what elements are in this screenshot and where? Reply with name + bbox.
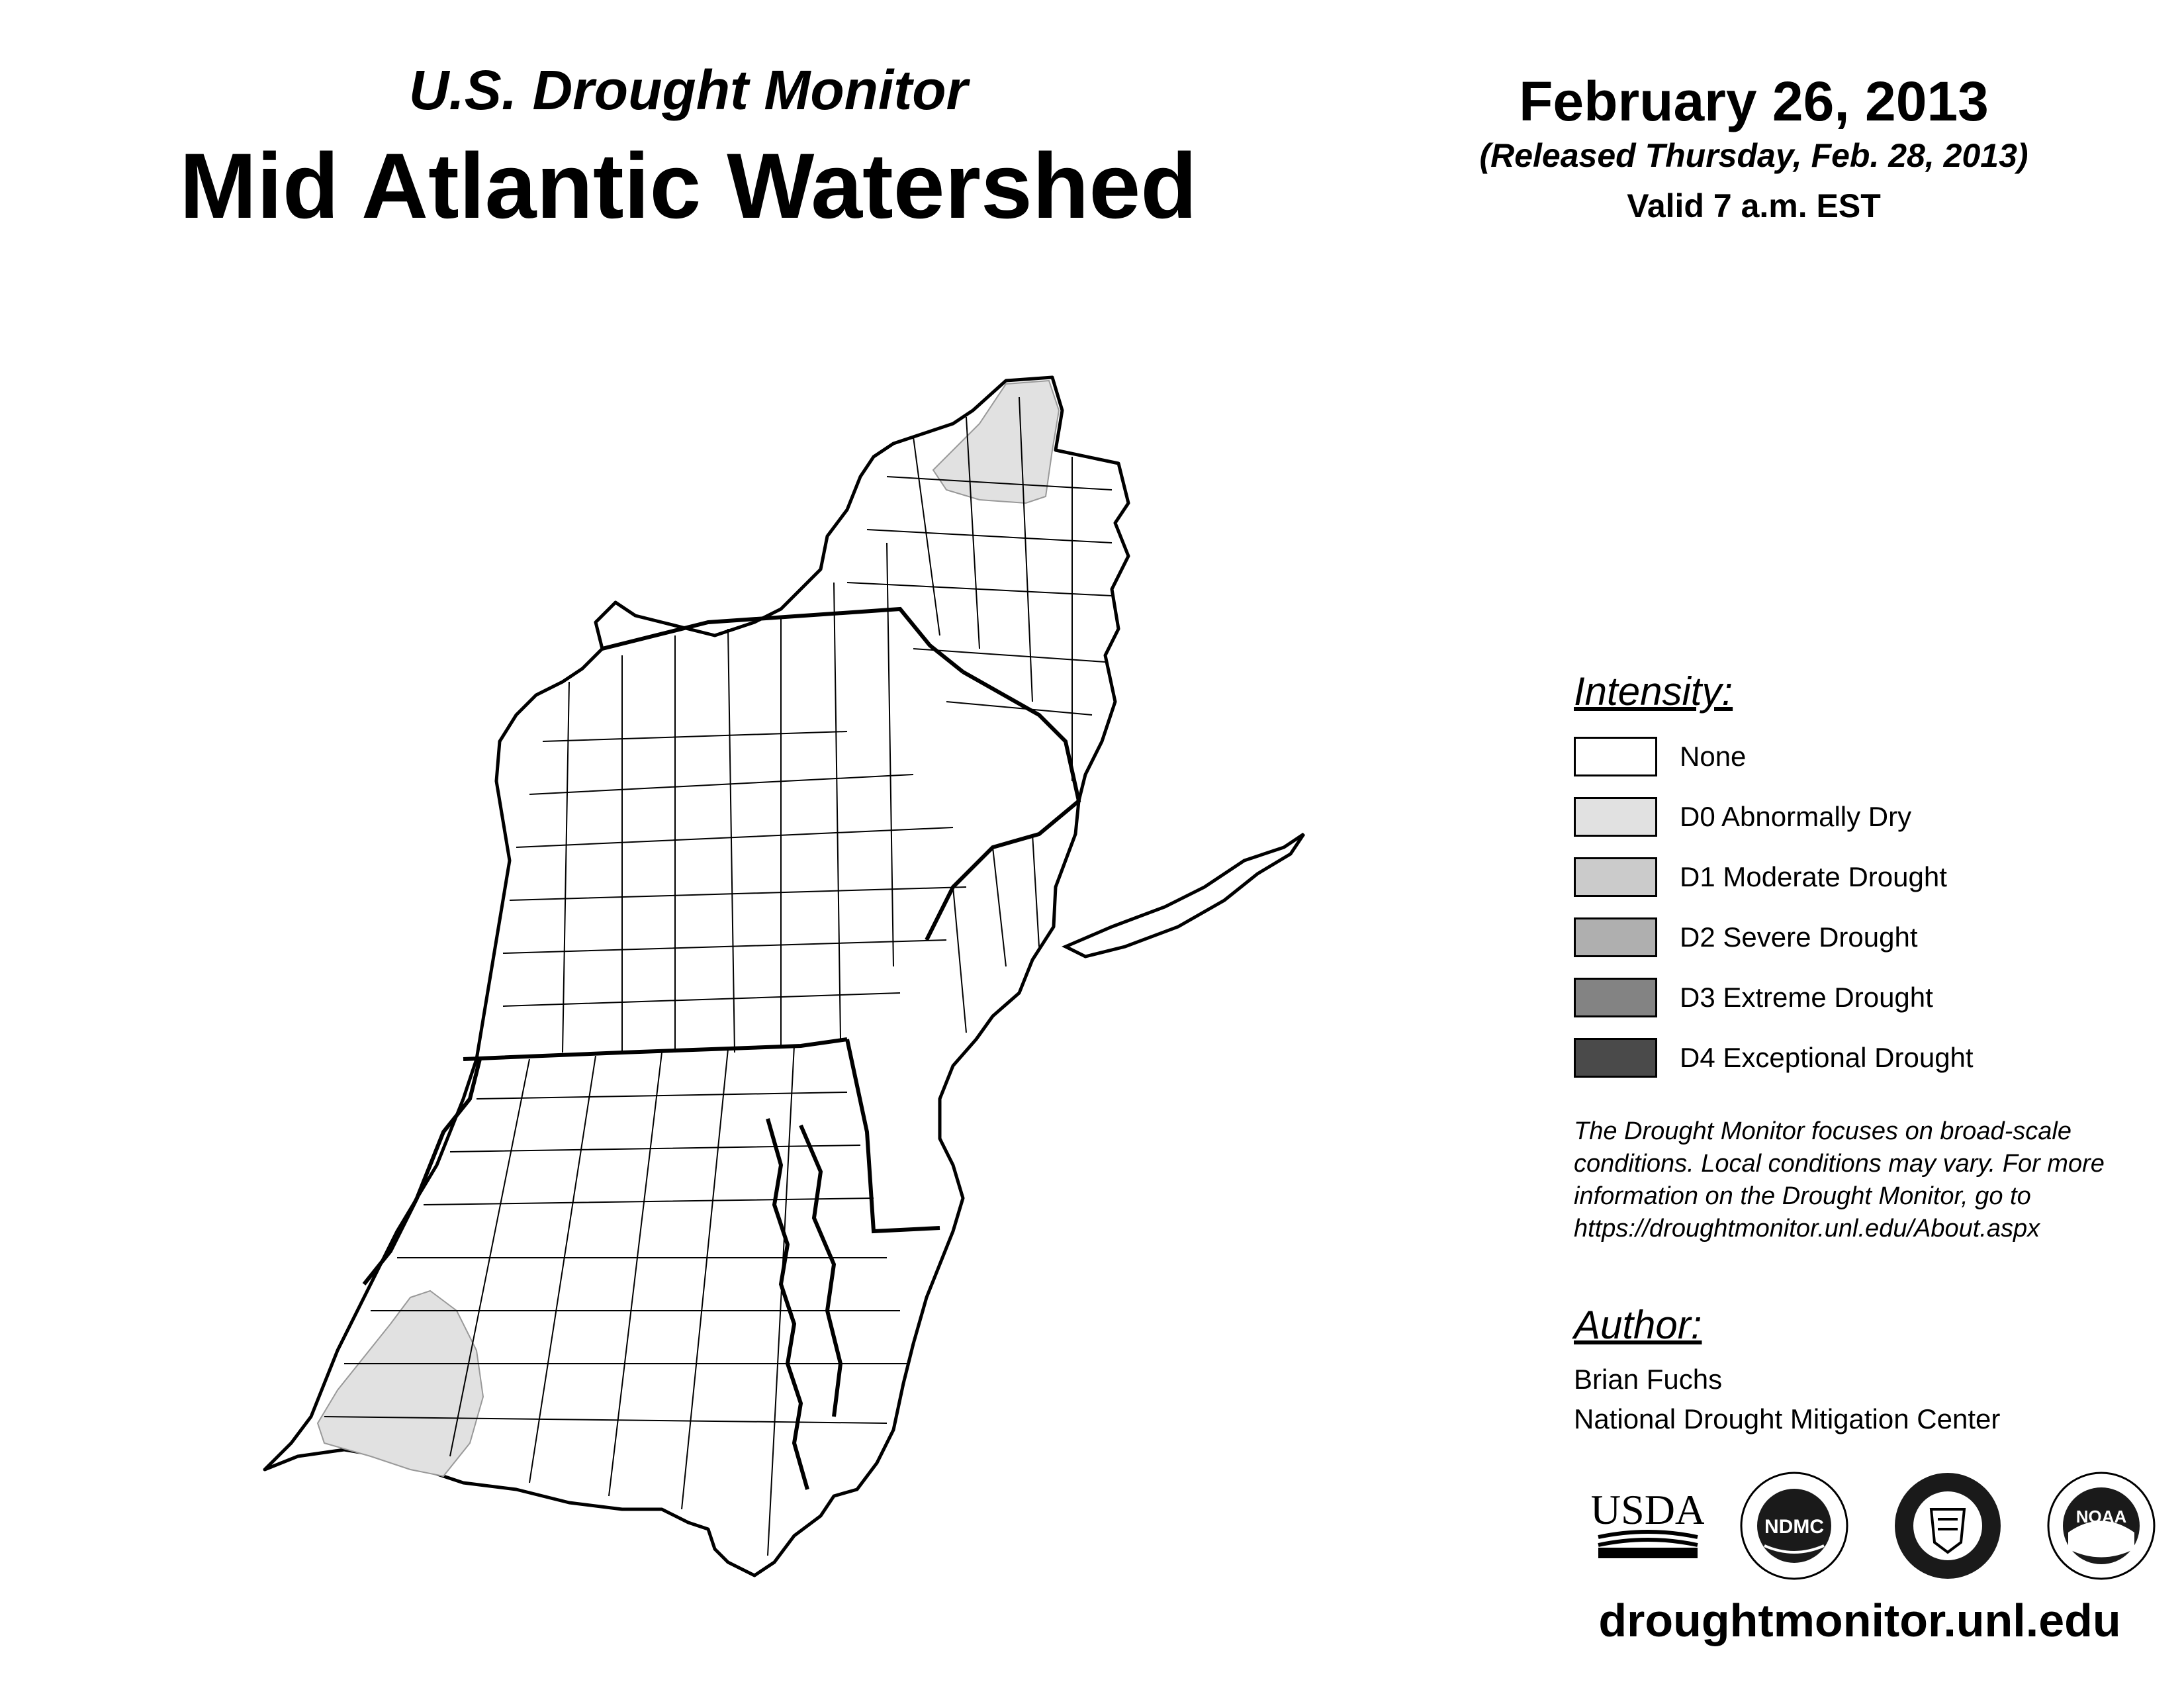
legend-item-d4	[1574, 1036, 1974, 1080]
watershed-map	[251, 371, 1350, 1615]
note-line: The Drought Monitor focuses on broad-scale	[1574, 1117, 2071, 1145]
commerce-seal	[1891, 1470, 2004, 1582]
legend-label: D0 Abnormally Dry	[1680, 801, 1912, 832]
legend-swatch	[1574, 737, 1657, 776]
legend-label: D3 Extreme Drought	[1680, 982, 1933, 1013]
legend-swatch	[1574, 917, 1657, 957]
legend-item-d3	[1574, 976, 1933, 1019]
note-url[interactable]: https://droughtmonitor.unl.edu/About.aspx	[1574, 1215, 2040, 1243]
legend-label: D1 Moderate Drought	[1680, 861, 1947, 892]
ndmc-logo-text: NDMC	[1764, 1516, 1824, 1538]
legend-item-none	[1574, 735, 1746, 778]
legend-swatch	[1574, 1038, 1657, 1078]
noaa-logo-text: NOAA	[2075, 1507, 2127, 1526]
usda-logo-text: USDA	[1592, 1486, 1704, 1533]
disclaimer-note	[1574, 1115, 2169, 1245]
legend-item-d1	[1574, 855, 1947, 899]
map-date: February 26, 2013	[1519, 70, 1989, 132]
valid-time: Valid 7 a.m. EST	[1627, 187, 1881, 224]
legend-label: D4 Exceptional Drought	[1680, 1042, 1974, 1073]
author-heading: Author:	[1574, 1303, 1702, 1347]
release-date: (Released Thursday, Feb. 28, 2013)	[1479, 137, 2028, 174]
legend-label: None	[1680, 741, 1747, 772]
legend-item-d0	[1574, 795, 1911, 839]
ndmc-logo	[1738, 1470, 1850, 1582]
legend-swatch	[1574, 978, 1657, 1017]
map-subtitle: U.S. Drought Monitor	[408, 59, 968, 121]
legend-label: D2 Severe Drought	[1680, 921, 1918, 953]
author-organization: National Drought Mitigation Center	[1574, 1403, 2001, 1434]
legend-heading: Intensity:	[1574, 669, 1733, 714]
drought-area-d0-south	[318, 1291, 483, 1476]
map-title: Mid Atlantic Watershed	[179, 134, 1197, 238]
legend-swatch	[1574, 797, 1657, 837]
legend-item-d2	[1574, 915, 1918, 959]
noaa-logo	[2045, 1470, 2158, 1582]
note-line: conditions. Local conditions may vary. For more	[1574, 1150, 2105, 1178]
website-link[interactable]: droughtmonitor.unl.edu	[1598, 1595, 2121, 1646]
note-line: information on the Drought Monitor, go to	[1574, 1182, 2031, 1210]
legend-swatch	[1574, 857, 1657, 897]
usda-logo	[1592, 1483, 1704, 1562]
author-name: Brian Fuchs	[1574, 1364, 1723, 1395]
long-island	[1066, 834, 1304, 957]
